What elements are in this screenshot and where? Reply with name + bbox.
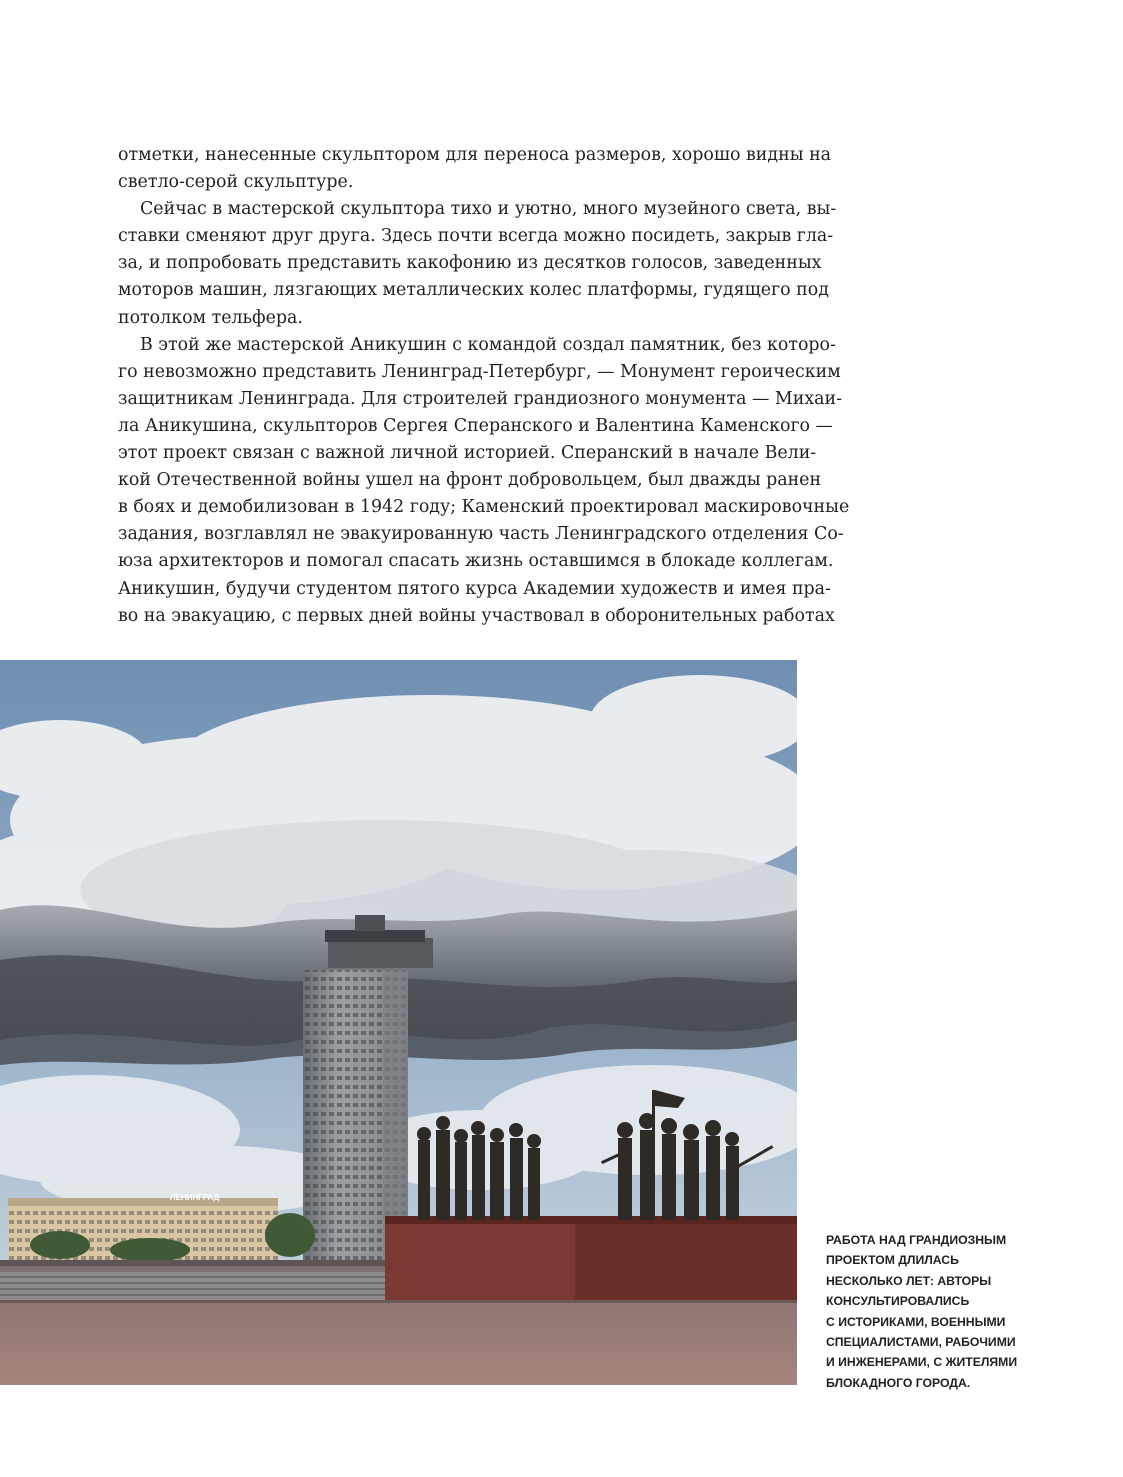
text-line: во на эвакуацию, с первых дней войны участвовал в оборонительных работах: [118, 605, 835, 626]
caption-line: РАБОТА НАД ГРАНДИОЗНЫМ: [826, 1233, 1007, 1247]
text-line: отметки, нанесенные скульптором для переноса размеров, хорошо видны на: [118, 145, 832, 165]
caption-line: НЕСКОЛЬКО ЛЕТ: АВТОРЫ: [826, 1273, 992, 1288]
text-line: В этой же мастерской Аникушин с командой создал памятник, без которо-: [140, 334, 836, 355]
caption-line: И ИНЖЕНЕРАМИ, С ЖИТЕЛЯМИ: [826, 1355, 1018, 1370]
text-line: Сейчас в мастерской скульптора тихо и уютно, много музейного света, вы-: [140, 199, 837, 220]
text-line: потолком тельфера.: [118, 307, 303, 328]
body-text: [118, 142, 850, 630]
text-line: светло-серой скульптуре.: [118, 172, 354, 193]
building-sign: ЛЕНИНГРАД: [170, 1193, 220, 1202]
text-line: моторов машин, лязгающих металлических колес платформы, гудящего под: [118, 280, 829, 301]
text-line: го невозможно представить Ленинград-Петербург, — Монумент героическим: [118, 361, 841, 382]
text-line: задания, возглавлял не эвакуированную часть Ленинградского отделения Со-: [118, 524, 844, 545]
text-line: в боях и демобилизован в 1942 году; Каменский проектировал маскировочные: [118, 497, 850, 518]
text-line: защитникам Ленинграда. Для строителей грандиозного монумента — Михаи-: [118, 388, 842, 409]
photo-caption: [826, 1230, 1026, 1393]
text-line: юза архитекторов и помогал спасать жизнь оставшимся в блокаде коллегам.: [118, 551, 834, 572]
caption-line: С ИСТОРИКАМИ, ВОЕННЫМИ: [826, 1314, 1006, 1329]
caption-line: СПЕЦИАЛИСТАМИ, РАБОЧИМИ: [826, 1335, 1016, 1350]
text-line: ла Аникушина, скульпторов Сергея Сперанского и Валентина Каменского —: [118, 415, 833, 436]
caption-line: ПРОЕКТОМ ДЛИЛАСЬ: [826, 1253, 959, 1268]
text-line: этот проект связан с важной личной историей. Сперанский в начале Вели-: [118, 443, 817, 464]
text-line: Аникушин, будучи студентом пятого курса Академии художеств и имея пра-: [118, 578, 831, 599]
text-line: ставки сменяют друг друга. Здесь почти всегда можно посидеть, закрыв гла-: [118, 226, 834, 247]
caption-line: БЛОКАДНОГО ГОРОДА.: [826, 1375, 971, 1390]
text-line: за, и попробовать представить какофонию из десятков голосов, заведенных: [118, 253, 822, 274]
monument-photo: [0, 660, 797, 1385]
text-line: кой Отечественной войны ушел на фронт добровольцем, был дважды ранен: [118, 470, 822, 491]
caption-line: КОНСУЛЬТИРОВАЛИСЬ: [826, 1294, 970, 1309]
monument-photo-art: [0, 660, 797, 1385]
